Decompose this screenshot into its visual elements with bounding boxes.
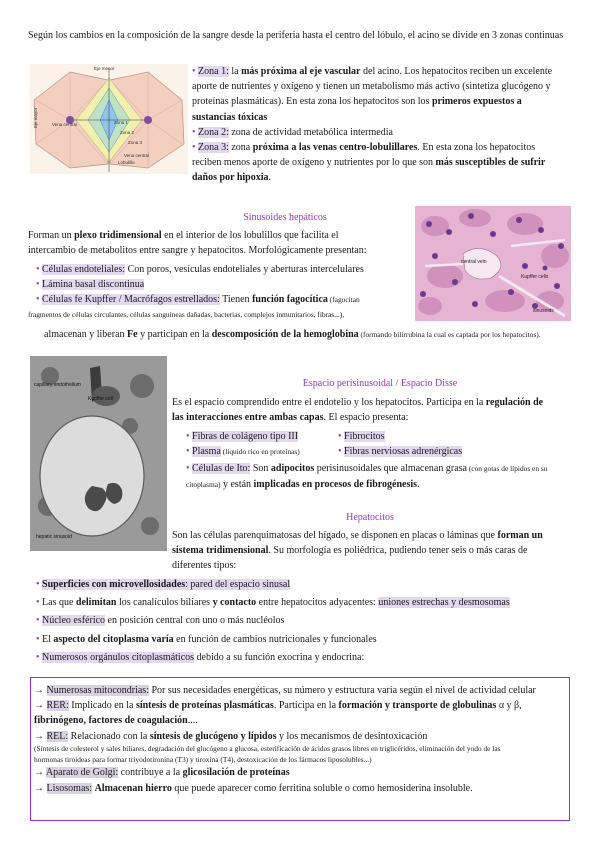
zona-1-line-1: • Zona 1: la más próxima al eje vascular del acino. Los hepatocitos reciben un excelente	[192, 66, 553, 77]
kupffer-detail: fragmentos de células circulantes, células sanguíneas dañadas, bacterias, complejos inmunitarios, fibras...),	[28, 310, 345, 319]
sinusoides-item-endoteliales: • Células endoteliales: Con poros, vesículas endoteliales y aberturas intercelulares	[36, 264, 364, 275]
zona-1-label: Zona 1:	[198, 66, 229, 77]
micro-label-sinusoids: sinusoids	[533, 308, 554, 314]
em-label-endothelium: capillary endothelium	[34, 382, 81, 388]
hepatocitos-intro: Son las células parenquimatosas del hígado, se disponen en placas o láminas que forman un sistema tridimensional. Su morfología es poliédrica, pudiendo tener seis o más caras de diferentes tipos:	[172, 530, 543, 572]
disse-electron-micrograph	[30, 356, 167, 551]
org-rel: → REL: Relacionado con la síntesis de glucógeno y lípidos y los mecanismos de desintoxicación	[34, 730, 428, 742]
sinusoid-micrograph	[415, 206, 571, 321]
hep-item-citoplasma: • El aspecto del citoplasma varía en función de cambios nutricionales y funcionales	[36, 633, 377, 645]
acinus-diagram	[30, 64, 188, 174]
org-rer: → RER: Implicado en la síntesis de proteínas plasmáticas. Participa en la formación y transporte de globulinas α y β,	[34, 700, 522, 712]
disse-ito: • Células de Ito: Son adipocitos perisinusoidales que almacenan grasa (con gotas de lípidos en su	[186, 463, 548, 474]
fig-label-zona-1: Zona 1	[114, 120, 129, 125]
fig-label-vena-central-1: Vena central	[52, 122, 78, 127]
em-label-sinusoid: hepatic sinusoid	[36, 534, 72, 540]
org-rer-2: fibrinógeno, factores de coagulación....	[34, 715, 198, 727]
hepatocitos-title: Hepatocitos	[346, 512, 394, 523]
hep-item-microvellosidades: • Superficies con microvellosidades: pared del espacio sinusal	[36, 579, 291, 590]
zona-3-line-3: daños por hipoxia.	[192, 172, 272, 184]
sinusoides-intro: Forman un plexo tridimensional en el interior de los lobulillos que facilita el intercambio de metabolitos entre sangre y hepatocitos. Morfológicamente presentan:	[28, 230, 367, 257]
zona-2-line: • Zona 2: zona de actividad metabólica intermedia	[192, 126, 393, 138]
zona-3-line-1: • Zona 3: zona próxima a las venas centro-lobulillares. En esta zona los hepatocitos	[192, 142, 536, 154]
disse-ito-2: citoplasma) y están implicadas en procesos de fibrogénesis.	[186, 479, 420, 490]
hep-item-organulos: • Numerosos orgánulos citoplasmáticos debido a su función exocrina y endocrina:	[36, 651, 365, 663]
zona-1-line-2: aporte de nutrientes y oxígeno y tienen un metabolismo más activo (sintetiza glucógeno y	[192, 81, 551, 93]
disse-list-right	[338, 429, 558, 459]
fig-label-lobulillo: Lobulillo	[118, 160, 135, 165]
organelles-list	[34, 683, 566, 796]
org-rel-detail-2: hormonas tiroideas para formar triyodotironina (T3) y tiroxina (T4), destoxicación de los fármacos liposolubles...)	[34, 755, 372, 765]
disse-intro: Es el espacio comprendido entre el endotelio y los hepatocitos. Participa en la regulación de las interacciones entre ambas capas. El espacio presenta:	[172, 397, 544, 424]
zona-3-label: Zona 3:	[198, 142, 229, 154]
zona-1-line-3: proteínas plasmáticas). En esta zona los hepatocitos son los primeros expuestos a	[192, 96, 522, 108]
disse-item-fibrocitos: • Fibrocitos	[338, 431, 385, 442]
micro-label-kupffer: Kupffer cells	[521, 274, 549, 280]
disse-item-nerviosas: • Fibras nerviosas adrenérgicas	[338, 446, 463, 458]
intro-text: Según los cambios en la composición de la sangre desde la periferia hasta el centro del lóbulo, el acino se divide en 3 zonas continuas	[28, 30, 564, 41]
disse-list-left	[186, 429, 356, 459]
sinusoides-title: Sinusoides hepáticos	[243, 212, 327, 223]
em-label-kupffer: Kupffer cell	[88, 396, 113, 402]
kupffer-fe-line: almacenan y liberan Fe y participan en la descomposición de la hemoglobina (formando bilirrubina la cual es captada por los hepatocitos).	[44, 329, 541, 340]
hepatocitos-list	[36, 577, 576, 665]
fig-label-zona-3: Zona 3	[128, 140, 143, 145]
fig-label-eje-menor: Eje menor	[94, 66, 115, 71]
disse-item-colageno: • Fibras de colágeno tipo III	[186, 431, 299, 442]
zones-block	[192, 64, 572, 186]
zona-3-line-2: reciben menos aporte de oxígeno y nutrientes por lo que son más susceptibles de sufrir	[192, 157, 546, 169]
fig-label-vena-central-2: Vena central	[124, 153, 150, 158]
org-rel-detail-1: (Síntesis de colesterol y sales biliares, degradación del glucógeno a glucosa, esterificación de ácidos grasos libres en triglicéridos, eliminación del yodo de las	[34, 743, 501, 753]
org-mitocondrias: → Numerosas mitocondrias: Por sus necesidades energéticas, su número y estructura varía según el nivel de actividad celular	[34, 685, 536, 696]
hep-item-nucleo: • Núcleo esférico en posición central con uno o más nucléolos	[36, 615, 285, 627]
sinusoides-list	[36, 262, 426, 308]
org-golgi: → Aparato de Golgi: contribuye a la glicosilación de proteínas	[34, 767, 290, 779]
disse-title: Espacio perisinusoidal / Espacio Disse	[302, 378, 458, 389]
micro-label-central-vein: central vein	[461, 259, 487, 265]
disse-item-plasma: • Plasma (líquido rico en proteínas)	[186, 446, 300, 458]
sinusoides-item-lamina: • Lámina basal discontinua	[36, 279, 145, 291]
zona-1-line-4: sustancias tóxicas	[192, 111, 268, 123]
sinusoides-item-kupffer: • Células fe Kupffer / Macrófagos estrellados: Tienen función fagocítica (fagocitan	[36, 294, 360, 306]
fig-label-zona-2: Zona 2	[120, 130, 135, 135]
fig-label-eje-mayor: Eje mayor	[33, 107, 38, 128]
zona-2-label: Zona 2:	[198, 126, 229, 138]
hep-item-delimitan: • Las que delimitan los canalículos biliares y contacto entre hepatocitos adyacentes: uniones estrechas y desmosomas	[36, 597, 510, 609]
org-lisosomas: → Lisosomas: Almacenan hierro que puede aparecer como ferritina soluble o como hemosiderina insoluble.	[34, 782, 473, 794]
